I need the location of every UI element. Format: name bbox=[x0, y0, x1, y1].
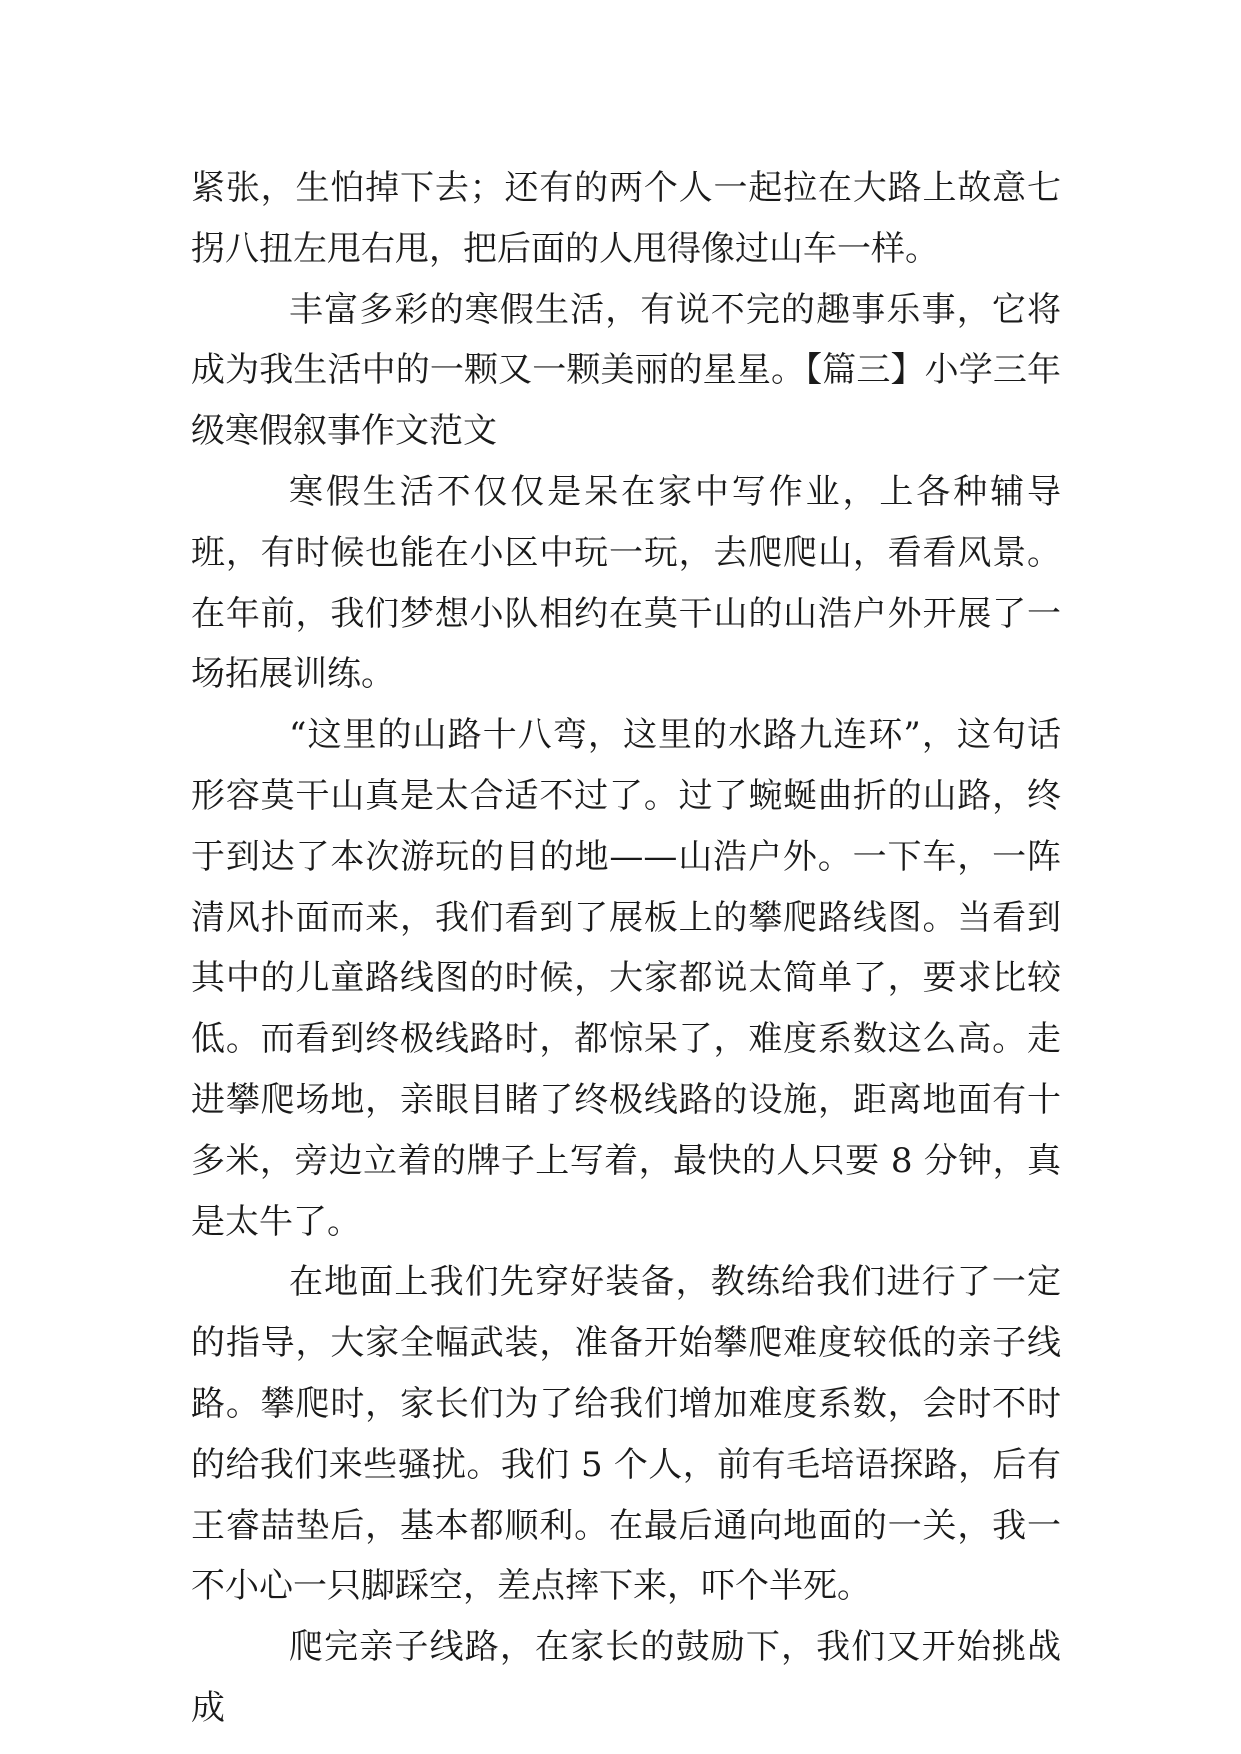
body-text bbox=[191, 158, 1061, 1739]
paragraph-6: 爬完亲子线路，在家长的鼓励下，我们又开始挑战成 bbox=[191, 1627, 1061, 1728]
paragraph-1: 紧张，生怕掉下去；还有的两个人一起拉在大路上故意七拐八扭左甩右甩，把后面的人甩得像过山车一样。 bbox=[191, 168, 1061, 269]
paragraph-3: 寒假生活不仅仅是呆在家中写作业，上各种辅导班，有时候也能在小区中玩一玩，去爬爬山，看看风景。在年前，我们梦想小队相约在莫干山的山浩户外开展了一场拓展训练。 bbox=[191, 471, 1061, 695]
paragraph-5: 在地面上我们先穿好装备，教练给我们进行了一定的指导，大家全幅武装，准备开始攀爬难度较低的亲子线路。攀爬时，家长们为了给我们增加难度系数，会时不时的给我们来些骚扰。我们 5 个人，前有毛培语探路，后有王睿喆垫后，基本都顺利。在最后通向地面的一关，我一不小心一只脚踩空，差点摔下来，吓个半死。 bbox=[191, 1262, 1061, 1607]
paragraph-2: 丰富多彩的寒假生活，有说不完的趣事乐事，它将成为我生活中的一颗又一颗美丽的星星。【篇三】小学三年级寒假叙事作文范文 bbox=[191, 289, 1061, 452]
paragraph-4: “这里的山路十八弯，这里的水路九连环”，这句话形容莫干山真是太合适不过了。过了蜿蜒曲折的山路，终于到达了本次游玩的目的地——山浩户外。一下车，一阵清风扑面而来，我们看到了展板上的攀爬路线图。当看到其中的儿童路线图的时候，大家都说太简单了，要求比较低。而看到终极线路时，都惊呆了，难度系数这么高。走进攀爬场地，亲眼目睹了终极线路的设施，距离地面有十多米，旁边立着的牌子上写着，最快的人只要 8 分钟，真是太牛了。 bbox=[191, 715, 1061, 1242]
